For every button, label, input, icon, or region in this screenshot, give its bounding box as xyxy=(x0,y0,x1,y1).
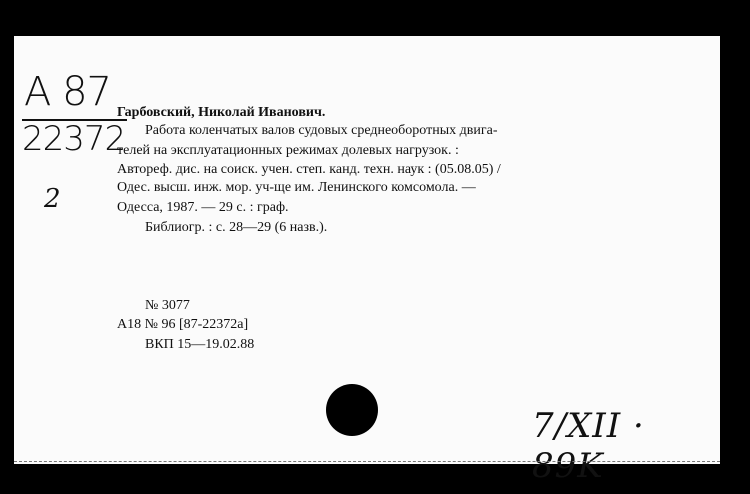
call-number-bottom: 22372 xyxy=(22,119,126,159)
body-line-6: Библиогр. : с. 28—29 (6 назв.). xyxy=(145,220,328,235)
call-number-mark: 2 xyxy=(44,184,61,214)
catalog-card xyxy=(14,36,720,486)
call-number-top: А 87 xyxy=(24,69,111,115)
body-line-1: Работа коленчатых валов судовых среднеоборотных двига- xyxy=(145,123,498,138)
record-number: № 3077 xyxy=(145,298,190,313)
body-line-5: Одесса, 1987. — 29 с. : граф. xyxy=(117,200,289,215)
body-line-3: Автореф. дис. на соиск. учен. степ. канд. техн. наук : (05.08.05) / xyxy=(117,162,501,177)
card-bottom-rule xyxy=(14,461,720,462)
body-line-4: Одес. высш. инж. мор. уч-ще им. Ленинского комсомола. — xyxy=(117,180,476,195)
body-line-2: телей на эксплуатационных режимах долевых нагрузок. : xyxy=(117,143,459,158)
author-heading: Гарбовский, Николай Иванович. xyxy=(117,105,326,120)
series-number: А18 № 96 [87-22372а] xyxy=(117,317,249,332)
acquisition-mark: 7/XII · 89K xyxy=(532,406,645,486)
vkp-number: ВКП 15—19.02.88 xyxy=(145,337,255,352)
punch-hole xyxy=(326,384,378,436)
